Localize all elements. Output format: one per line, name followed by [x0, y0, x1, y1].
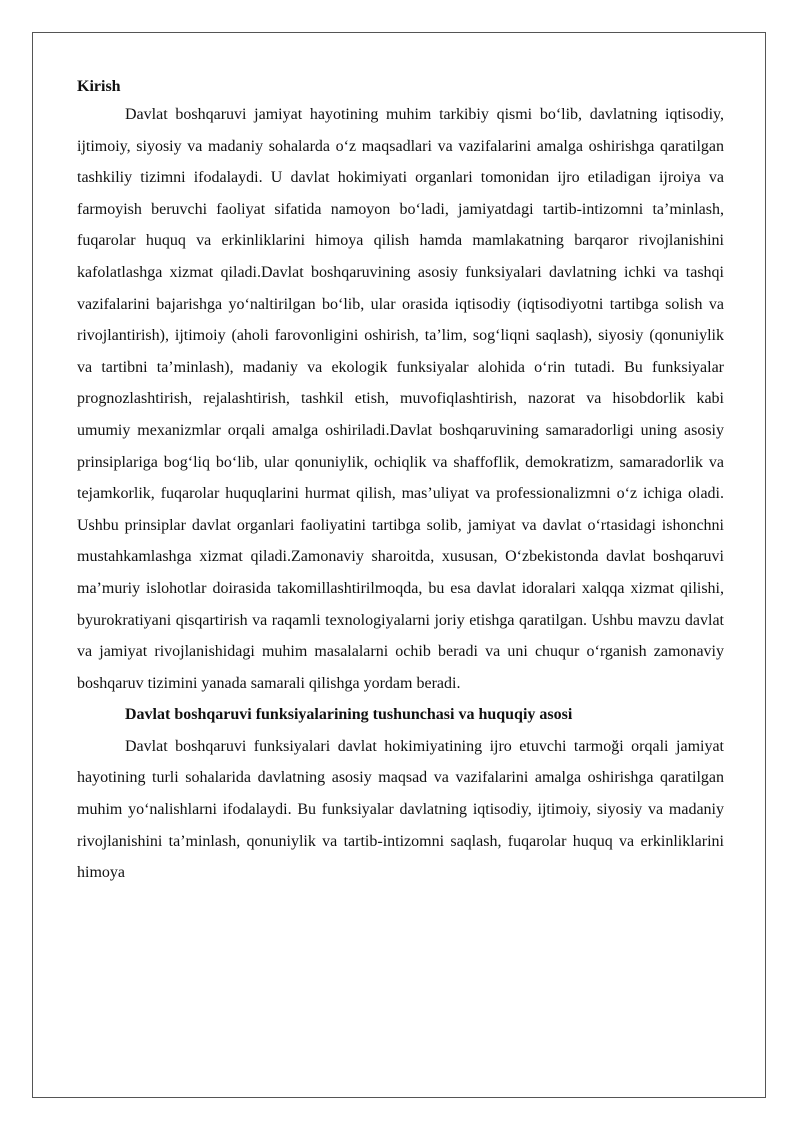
body-paragraph: Davlat boshqaruvi funksiyalari davlat hokimiyatining ijro etuvchi tarmoği orqali jamiyat hayotining turli sohalarida davlatning asosiy maqsad va vazifalarini amalga oshirishga qaratilgan muhim yo‘nalishlarni ifodalaydi. Bu funksiyalar davlatning iqtisodiy, ijtimoiy, siyosiy va madaniy rivojlanishini ta’minlash, qonuniylik va tartib-intizomni saqlash, fuqarolar huquq va erkinliklarini himoya	[77, 737, 724, 882]
intro-paragraph: Davlat boshqaruvi jamiyat hayotining muhim tarkibiy qismi bo‘lib, davlatning iqtisodiy, ijtimoiy, siyosiy va madaniy sohalarda o‘z maqsadlari va vazifalarini amalga oshirishga qaratilgan tashkiliy tizimni ifodalaydi. U davlat hokimiyati organlari tomonidan ijro etiladigan ijroiya va farmoyish beruvchi faoliyat sifatida namoyon bo‘ladi, jamiyatdagi tartib-intizomni ta’minlash, fuqarolar huquq va erkinliklarini himoya qilish hamda mamlakatning barqaror rivojlanishini kafolatlashga xizmat qiladi.Davlat boshqaruvining asosiy funksiyalari davlatning ichki va tashqi vazifalarini bajarishga yo‘naltirilgan bo‘lib, ular orasida iqtisodiy (iqtisodiyotni tartibga solish va rivojlantirish), ijtimoiy (aholi farovonligini oshirish, ta’lim, sog‘liqni saqlash), siyosiy (qonuniylik va tartibni ta’minlash), madaniy va ekologik funksiyalar alohida o‘rin tutadi. Bu funksiyalar prognozlashtirish, rejalashtirish, tashkil etish, muvofiqlashtirish, nazorat va hisobdorlik kabi umumiy mexanizmlar orqali amalga oshiriladi.Davlat boshqaruvining samaradorligi uning asosiy prinsiplariga bog‘liq bo‘lib, ular qonuniylik, ochiqlik va shaffoflik, demokratizm, samaradorlik va tejamkorlik, fuqarolar huquqlarini hurmat qilish, mas’uliyat va professionalizmni o‘z ichiga oladi. Ushbu prinsiplar davlat organlari faoliyatini tartibga solib, jamiyat va davlat o‘rtasidagi ishonchni mustahkamlashga xizmat qiladi.Zamonaviy sharoitda, xususan, O‘zbekistonda davlat boshqaruvi ma’muriy islohotlar doirasida takomillashtirilmoqda, bu esa davlat idoralari xalqqa xizmat qilishi, byurokratiyani qisqartirish va raqamli texnologiyalarni joriy etishga qaratilgan. Ushbu mavzu davlat va jamiyat rivojlanishidagi muhim masalalarni ochib beradi va uni chuqur o‘rganish zamonaviy boshqaruv tizimini yanada samarali qilishga yordam beradi.	[77, 106, 724, 692]
section-subheading: Davlat boshqaruvi funksiyalarining tushunchasi va huquqiy asosi	[125, 706, 573, 724]
document-body	[77, 75, 724, 889]
section-heading: Kirish	[77, 78, 121, 95]
